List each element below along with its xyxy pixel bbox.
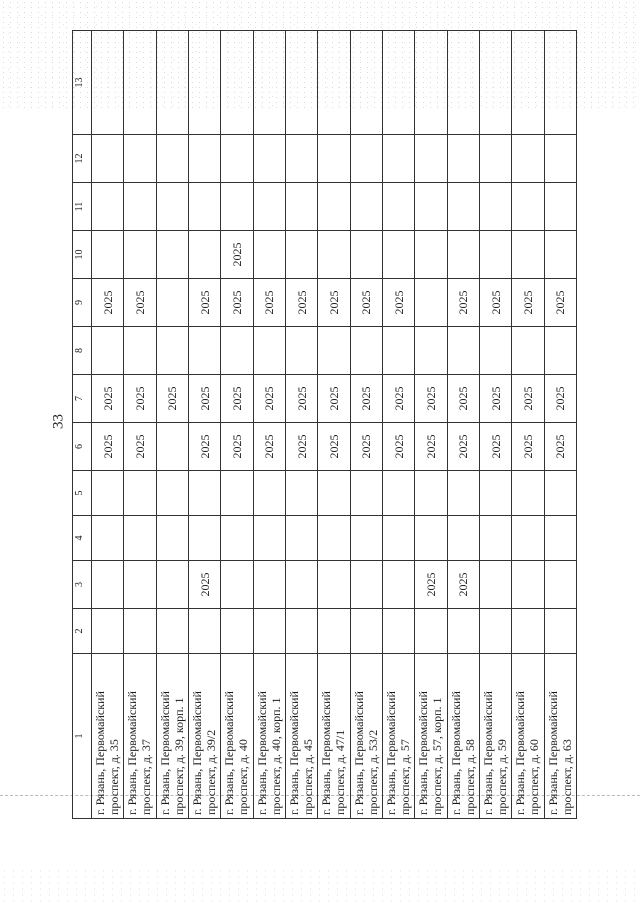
address-cell: г. Рязань, Первомайский проспект, д. 53/2 [350,654,382,819]
year-cell [415,471,447,516]
table-row [415,31,447,819]
year-cell [92,231,124,279]
year-cell: 2025 [544,375,576,423]
year-cell [382,231,414,279]
year-cell [188,471,220,516]
year-cell: 2025 [124,279,156,327]
year-cell [318,31,350,135]
year-cell [318,609,350,654]
scan-noise-bottom [0,868,640,905]
year-cell [92,561,124,609]
table-row [253,31,285,819]
year-cell [124,231,156,279]
year-cell [447,516,479,561]
year-cell [479,183,511,231]
year-cell [479,31,511,135]
year-cell [479,609,511,654]
year-cell: 2025 [92,375,124,423]
year-cell [285,231,317,279]
year-cell [188,135,220,183]
year-cell [188,183,220,231]
column-header: 12 [73,135,92,183]
year-cell [188,31,220,135]
year-cell [512,609,544,654]
year-cell [479,471,511,516]
year-cell [512,231,544,279]
year-cell [221,31,253,135]
year-cell [512,183,544,231]
year-cell [415,609,447,654]
address-cell: г. Рязань, Первомайский проспект, д. 45 [285,654,317,819]
year-cell [350,135,382,183]
address-cell: г. Рязань, Первомайский проспект, д. 59 [479,654,511,819]
year-cell [92,31,124,135]
year-cell: 2025 [188,375,220,423]
address-cell: г. Рязань, Первомайский проспект, д. 37 [124,654,156,819]
year-cell [318,516,350,561]
address-cell: г. Рязань, Первомайский проспект, д. 40 [221,654,253,819]
year-cell [479,135,511,183]
year-cell [544,327,576,375]
column-header: 9 [73,279,92,327]
year-cell: 2025 [350,423,382,471]
year-cell [285,516,317,561]
year-cell: 2025 [253,279,285,327]
table-row [512,31,544,819]
year-cell [415,31,447,135]
year-cell: 2025 [512,423,544,471]
year-cell [382,327,414,375]
year-cell [156,183,188,231]
table-row [124,31,156,819]
year-cell [188,327,220,375]
table-row [447,31,479,819]
column-header: 8 [73,327,92,375]
year-cell [512,135,544,183]
column-header: 3 [73,561,92,609]
table-row [221,31,253,819]
year-cell [92,516,124,561]
year-cell [188,516,220,561]
year-cell: 2025 [156,375,188,423]
column-header: 1 [73,654,92,819]
year-cell [512,327,544,375]
year-cell: 2025 [512,375,544,423]
year-cell: 2025 [124,423,156,471]
year-cell [447,135,479,183]
year-cell [447,231,479,279]
year-cell [382,471,414,516]
year-cell [253,231,285,279]
year-cell: 2025 [318,423,350,471]
address-cell: г. Рязань, Первомайский проспект, д. 58 [447,654,479,819]
year-cell [221,471,253,516]
year-cell: 2025 [221,279,253,327]
year-cell [285,31,317,135]
year-cell [415,516,447,561]
year-cell [156,327,188,375]
year-cell [318,231,350,279]
year-cell [253,31,285,135]
year-cell: 2025 [92,279,124,327]
year-cell [350,609,382,654]
year-cell [350,327,382,375]
table-row [92,31,124,819]
year-cell [124,561,156,609]
table-row [188,31,220,819]
year-cell [415,183,447,231]
table-row [156,31,188,819]
address-cell: г. Рязань, Первомайский проспект, д. 60 [512,654,544,819]
year-cell: 2025 [544,279,576,327]
year-cell: 2025 [447,561,479,609]
year-cell [447,609,479,654]
year-cell [479,561,511,609]
year-cell [253,471,285,516]
year-cell [92,183,124,231]
year-cell [221,516,253,561]
column-header: 11 [73,183,92,231]
year-cell [544,471,576,516]
address-cell: г. Рязань, Первомайский проспект, д. 35 [92,654,124,819]
table-body [92,31,577,819]
year-cell [350,231,382,279]
year-cell: 2025 [479,423,511,471]
table-header-row [73,31,92,819]
year-cell [512,31,544,135]
year-cell [124,31,156,135]
year-cell [318,561,350,609]
table-row [544,31,576,819]
year-cell [544,135,576,183]
year-cell [415,279,447,327]
year-cell [124,183,156,231]
year-cell [285,183,317,231]
year-cell [92,135,124,183]
year-cell [544,609,576,654]
year-cell [544,561,576,609]
year-cell [156,471,188,516]
year-cell: 2025 [124,375,156,423]
year-cell [285,471,317,516]
column-header: 2 [73,609,92,654]
year-cell [512,516,544,561]
year-cell [221,561,253,609]
year-cell [156,279,188,327]
year-cell: 2025 [188,561,220,609]
year-cell [156,31,188,135]
year-cell [512,471,544,516]
year-cell [188,231,220,279]
year-cell: 2025 [221,423,253,471]
year-cell [350,183,382,231]
year-cell [544,183,576,231]
year-cell [124,327,156,375]
year-cell [156,135,188,183]
year-cell: 2025 [415,423,447,471]
year-cell [318,183,350,231]
address-cell: г. Рязань, Первомайский проспект, д. 39, корп. 1 [156,654,188,819]
year-cell [92,471,124,516]
year-cell: 2025 [415,375,447,423]
year-cell [382,609,414,654]
year-cell: 2025 [512,279,544,327]
year-cell: 2025 [415,561,447,609]
year-cell [124,516,156,561]
year-cell [92,327,124,375]
year-cell [350,31,382,135]
year-cell [124,609,156,654]
rotated-table-wrapper [72,34,577,819]
year-cell [156,516,188,561]
year-cell [479,327,511,375]
year-cell: 2025 [382,423,414,471]
year-cell [253,609,285,654]
year-cell [253,183,285,231]
year-cell [318,327,350,375]
table-row [382,31,414,819]
year-cell [156,609,188,654]
year-cell [285,135,317,183]
year-cell [447,31,479,135]
year-cell: 2025 [447,375,479,423]
year-cell: 2025 [479,375,511,423]
year-cell: 2025 [188,279,220,327]
year-cell [253,327,285,375]
year-cell: 2025 [544,423,576,471]
address-cell: г. Рязань, Первомайский проспект, д. 40, корп. 1 [253,654,285,819]
year-cell [92,609,124,654]
address-cell: г. Рязань, Первомайский проспект, д. 57, корп. 1 [415,654,447,819]
address-cell: г. Рязань, Первомайский проспект, д. 39/2 [188,654,220,819]
table-row [350,31,382,819]
year-cell [156,231,188,279]
year-cell [415,327,447,375]
year-cell [350,471,382,516]
address-cell: г. Рязань, Первомайский проспект, д. 47/1 [318,654,350,819]
year-cell [479,231,511,279]
table-row [318,31,350,819]
year-cell [544,516,576,561]
column-header: 10 [73,231,92,279]
year-cell [285,609,317,654]
year-cell [382,183,414,231]
year-cell [544,231,576,279]
year-cell [382,516,414,561]
year-cell [415,231,447,279]
page-number: 33 [50,414,67,429]
year-cell [221,609,253,654]
year-cell: 2025 [285,423,317,471]
year-cell [447,327,479,375]
year-cell: 2025 [447,279,479,327]
table-row [479,31,511,819]
year-cell: 2025 [285,375,317,423]
year-cell [447,471,479,516]
year-cell [253,561,285,609]
year-cell [156,423,188,471]
column-header: 13 [73,31,92,135]
year-cell: 2025 [382,375,414,423]
year-cell [285,561,317,609]
year-cell [447,183,479,231]
year-cell: 2025 [253,375,285,423]
year-cell [221,135,253,183]
year-cell [382,31,414,135]
year-cell [350,516,382,561]
year-cell [156,561,188,609]
year-cell: 2025 [382,279,414,327]
year-cell [382,135,414,183]
year-cell [253,135,285,183]
column-header: 6 [73,423,92,471]
year-cell [221,327,253,375]
year-cell: 2025 [253,423,285,471]
year-cell [544,31,576,135]
column-header: 7 [73,375,92,423]
year-cell [415,135,447,183]
year-cell: 2025 [221,375,253,423]
year-cell: 2025 [479,279,511,327]
year-cell [479,516,511,561]
year-cell [512,561,544,609]
year-cell [318,471,350,516]
column-header: 4 [73,516,92,561]
year-cell [253,516,285,561]
year-cell: 2025 [92,423,124,471]
address-cell: г. Рязань, Первомайский проспект, д. 57 [382,654,414,819]
year-cell [221,183,253,231]
address-cell: г. Рязань, Первомайский проспект, д. 63 [544,654,576,819]
table-row [285,31,317,819]
year-cell: 2025 [285,279,317,327]
year-cell: 2025 [350,375,382,423]
year-cell [350,561,382,609]
year-cell: 2025 [318,279,350,327]
year-cell [318,135,350,183]
year-cell [124,135,156,183]
year-cell: 2025 [447,423,479,471]
year-cell: 2025 [318,375,350,423]
year-cell [188,609,220,654]
year-cell: 2025 [221,231,253,279]
year-cell [285,327,317,375]
year-cell: 2025 [188,423,220,471]
year-cell [124,471,156,516]
column-header: 5 [73,471,92,516]
year-cell: 2025 [350,279,382,327]
year-cell [382,561,414,609]
schedule-table [72,30,577,819]
